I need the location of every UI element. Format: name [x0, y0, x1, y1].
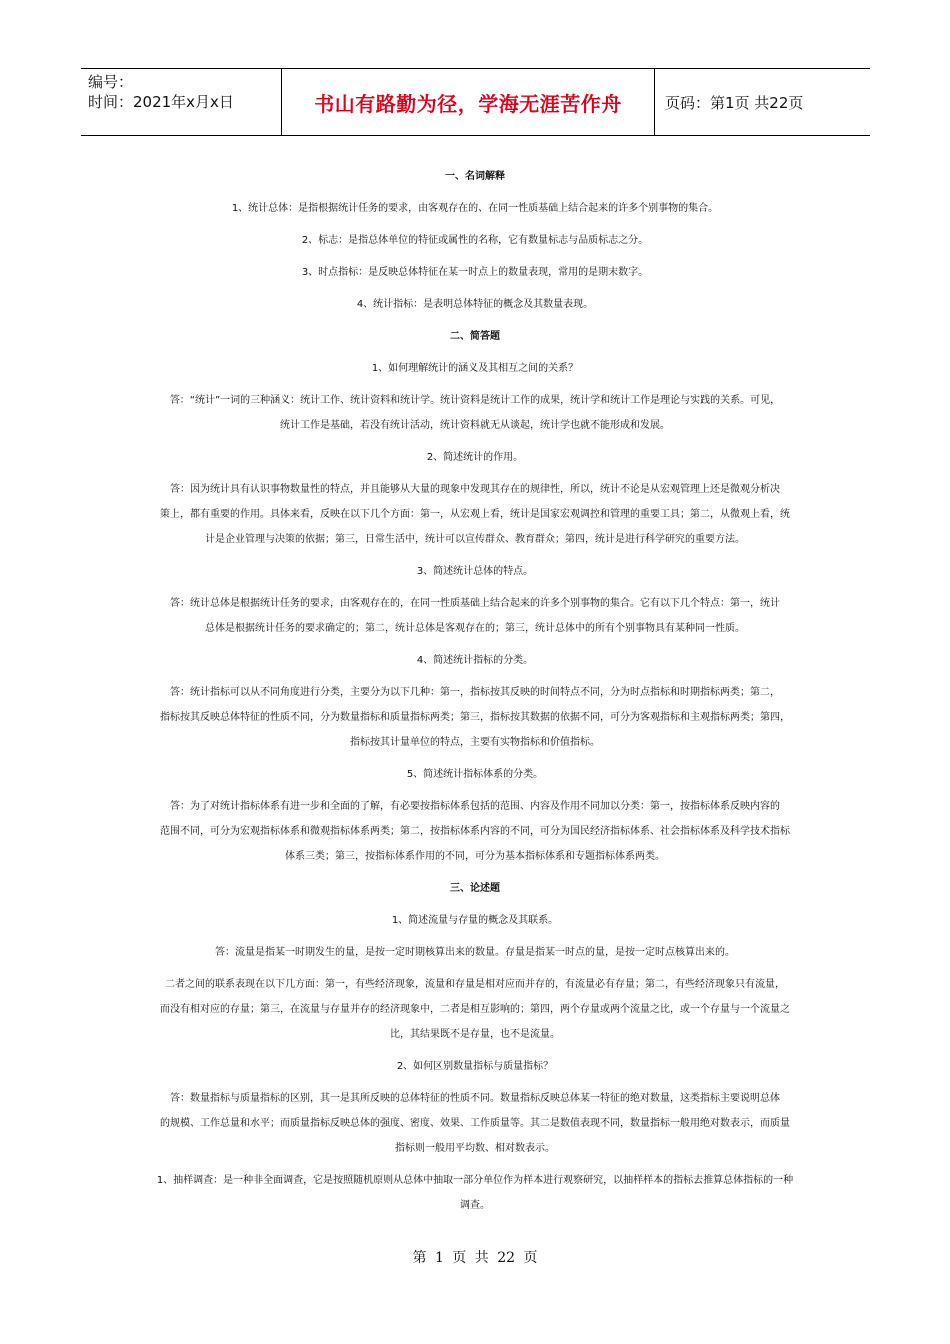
text-line: 答：因为统计具有认识事物数量性的特点，并且能够从大量的现象中发现其存在的规律性，所以，统计不论是从宏观管理上还是微观分析决 — [170, 484, 780, 495]
answer-paragraph — [140, 484, 810, 546]
text-item — [140, 947, 810, 959]
text-item — [140, 1061, 810, 1073]
text-line: 2、如何区别数量指标与质量指标？ — [396, 1061, 554, 1072]
text-line: 答：“统计”一词的三种涵义：统计工作、统计资料和统计学。统计资料是统计工作的成果，统计学和统计工作是理论与实践的关系。可见， — [169, 395, 781, 406]
page-footer: 第 1 页 共 22 页 — [412, 1250, 538, 1266]
text-item — [140, 655, 810, 667]
text-line: 答：流量是指某一时期发生的量，是按一定时期核算出来的数量。存量是指某一时点的量，是按一定时点核算出来的。 — [215, 947, 735, 958]
header-motto: 书山有路勤为径，学海无涯苦作舟 — [314, 91, 622, 116]
text-item — [140, 203, 810, 215]
text-line: 5、简述统计指标体系的分类。 — [406, 769, 544, 780]
text-line: 二者之间的联系表现在以下几方面：第一，有些经济现象，流量和存量是相对应而并存的，有流量必有存量；第二，有些经济现象只有流量， — [165, 979, 785, 990]
text-line: 2、标志：是指总体单位的特征或属性的名称，它有数量标志与品质标志之分。 — [301, 235, 649, 246]
text-line: 答：统计总体是根据统计任务的要求，由客观存在的，在同一性质基础上结合起来的许多个别事物的集合。它有以下几个特点：第一，统计 — [170, 598, 780, 609]
text-item — [140, 769, 810, 781]
page-header — [81, 68, 870, 136]
text-item — [140, 452, 810, 464]
text-line: 1、简述流量与存量的概念及其联系。 — [391, 915, 559, 926]
document-number-label: 编号： — [88, 73, 134, 91]
text-line: 1、如何理解统计的涵义及其相互之间的关系？ — [371, 363, 579, 374]
text-line: 计是企业管理与决策的依据；第三，日常生活中，统计可以宣传群众、教育群众；第四，统计是进行科学研究的重要方法。 — [205, 534, 745, 545]
text-item — [140, 235, 810, 247]
text-line: 体系三类；第三，按指标体系作用的不同，可分为基本指标体系和专题指标体系两类。 — [285, 851, 665, 862]
header-meta — [81, 69, 281, 135]
text-line: 的规模、工作总量和水平；而质量指标反映总体的强度、密度、效果、工作质量等。其二是数值表现不同，数量指标一般用绝对数表示，而质量 — [160, 1118, 790, 1129]
text-line: 3、时点指标：是反映总体特征在某一时点上的数量表现，常用的是期末数字。 — [301, 267, 649, 278]
text-line: 范围不同，可分为宏观指标体系和微观指标体系两类；第二，按指标体系内容的不同，可分为国民经济指标体系、社会指标体系及科学技术指标 — [160, 826, 790, 837]
header-motto-cell — [281, 69, 655, 135]
text-item — [140, 363, 810, 375]
text-line: 1、统计总体：是指根据统计任务的要求，由客观存在的、在同一性质基础上结合起来的许多个别事物的集合。 — [231, 203, 719, 214]
text-line: 指标则一般用平均数、相对数表示。 — [395, 1143, 555, 1154]
answer-paragraph — [140, 1175, 810, 1212]
text-line: 指标按其反映总体特征的性质不同，分为数量指标和质量指标两类；第三，指标按其数据的依据不同，可分为客观指标和主观指标两类；第四， — [160, 712, 790, 723]
text-line: 统计工作是基础，若没有统计活动，统计资料就无从谈起，统计学也就不能形成和发展。 — [280, 420, 670, 431]
header-page-label: 页码：第1页 共22页 — [665, 93, 804, 112]
text-line: 比，其结果既不是存量，也不是流量。 — [390, 1029, 560, 1040]
text-line: 答：数量指标与质量指标的区别，其一是其所反映的总体特征的性质不同。数量指标反映总体某一特征的绝对数量，这类指标主要说明总体 — [170, 1093, 780, 1104]
header-page-cell — [655, 69, 870, 135]
text-line: 4、统计指标：是表明总体特征的概念及其数量表现。 — [356, 299, 594, 310]
answer-paragraph — [140, 801, 810, 863]
section-heading: 一、名词解释 — [445, 171, 505, 182]
text-line: 答：统计指标可以从不同角度进行分类，主要分为以下几种：第一，指标按其反映的时间特点不同，分为时点指标和时期指标两类；第二， — [170, 687, 780, 698]
section-heading: 三、论述题 — [450, 883, 500, 894]
text-line: 答：为了对统计指标体系有进一步和全面的了解，有必要按指标体系包括的范围、内容及作用不同加以分类：第一，按指标体系反映内容的 — [170, 801, 780, 812]
section-heading: 二、简答题 — [450, 331, 500, 342]
text-item — [140, 299, 810, 311]
answer-paragraph — [140, 395, 810, 432]
text-line: 1、抽样调查：是一种非全面调查，它是按照随机原则从总体中抽取一部分单位作为样本进行观察研究，以抽样样本的指标去推算总体指标的一种 — [156, 1175, 794, 1186]
text-line: 指标按其计量单位的特点，主要有实物指标和价值指标。 — [350, 737, 600, 748]
answer-paragraph — [140, 1093, 810, 1155]
text-line: 2、简述统计的作用。 — [426, 452, 524, 463]
answer-paragraph — [140, 598, 810, 635]
document-date-label: 时间：2021年x月x日 — [88, 93, 234, 111]
text-line: 总体是根据统计任务的要求确定的；第二，统计总体是客观存在的；第三，统计总体中的所有个别事物具有某种同一性质。 — [205, 623, 745, 634]
text-item — [140, 267, 810, 279]
text-line: 4、简述统计指标的分类。 — [416, 655, 534, 666]
answer-paragraph — [140, 687, 810, 749]
text-line: 3、简述统计总体的特点。 — [416, 566, 534, 577]
text-line: 策上，都有重要的作用。具体来看，反映在以下几个方面：第一，从宏观上看，统计是国家宏观调控和管理的重要工具；第二，从微观上看，统 — [160, 509, 790, 520]
text-item — [140, 566, 810, 578]
document-body — [140, 171, 810, 1232]
text-line: 而没有相对应的存量；第三，在流量与存量并存的经济现象中，二者是相互影响的；第四，两个存量或两个流量之比，或一个存量与一个流量之 — [160, 1004, 790, 1015]
text-item — [140, 915, 810, 927]
text-line: 调查。 — [460, 1200, 490, 1211]
answer-paragraph — [140, 979, 810, 1041]
